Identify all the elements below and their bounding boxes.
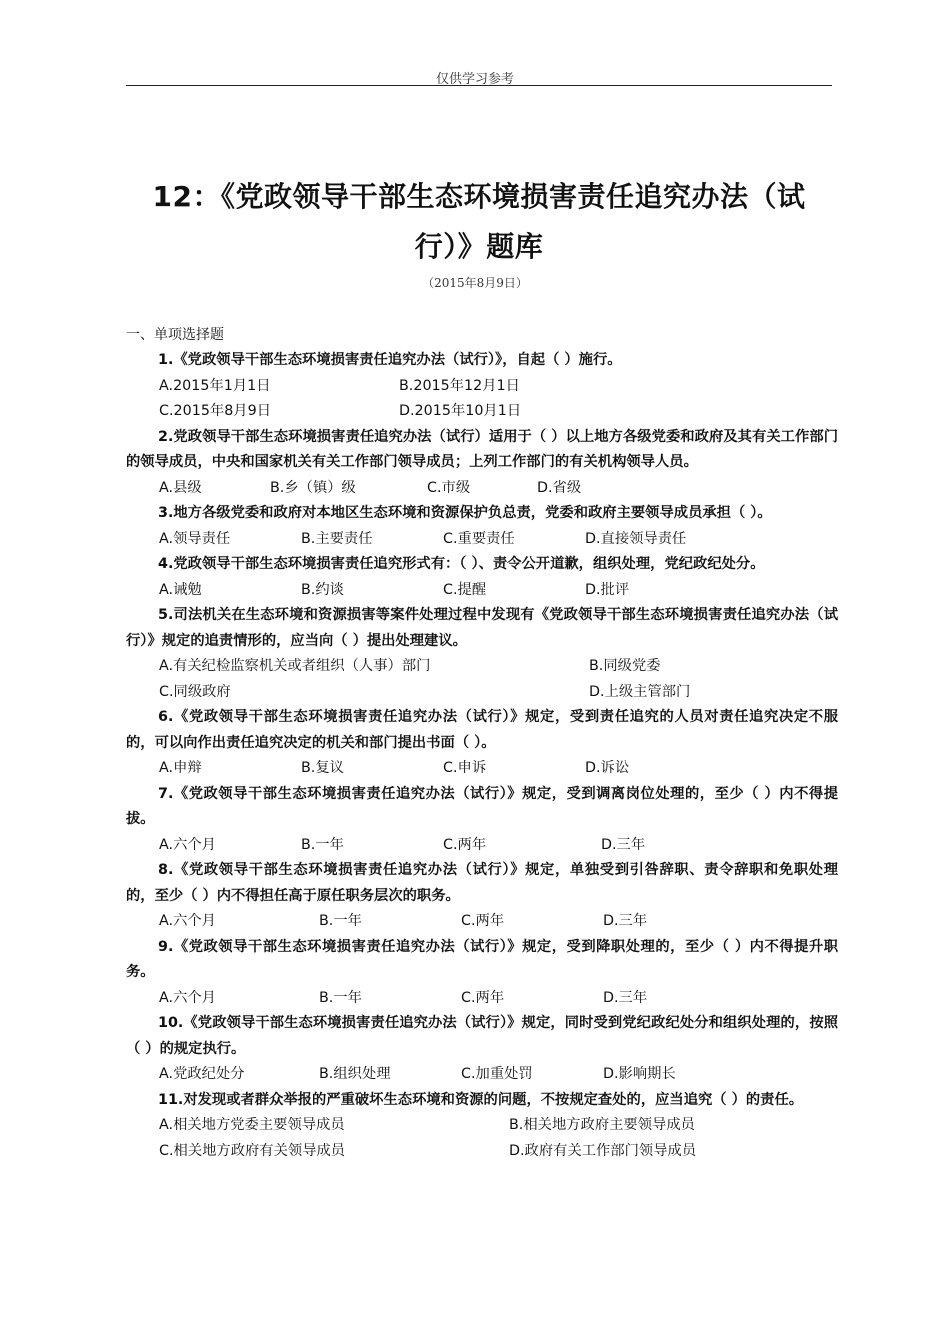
option-b: B.组织处理	[319, 1066, 391, 1082]
option-b: B.一年	[319, 913, 362, 929]
options-6	[126, 756, 838, 782]
option-c: C.同级政府	[159, 683, 231, 700]
option-d: D.三年	[603, 989, 648, 1006]
title-line-1: 12：《党政领导干部生态环境损害责任追究办法（试	[152, 180, 806, 213]
page-header: 仅供学习参考	[435, 72, 514, 87]
options-5	[126, 654, 838, 705]
option-c: C.相关地方政府有关领导成员	[159, 1142, 346, 1159]
option-a: A.六个月	[159, 989, 216, 1006]
option-b: B.主要责任	[301, 530, 373, 547]
option-c: C.重要责任	[443, 530, 515, 547]
option-d: D.影响期长	[603, 1066, 676, 1082]
question-5: 5.司法机关在生态环境和资源损害等案件处理过程中发现有《党政领导干部生态环境损害责任追究办法（试行）》规定的追责情形的，应当向（ ）提出处理建议。	[126, 607, 838, 649]
question-3: 3.地方各级党委和政府对本地区生态环境和资源保护负总责，党委和政府主要领导成员承担（ ）。	[158, 505, 772, 521]
options-11	[126, 1113, 838, 1164]
option-a: A.有关纪检监察机关或者组织（人事）部门	[159, 658, 431, 674]
option-b: B.一年	[301, 836, 344, 853]
option-d: D.三年	[603, 913, 648, 929]
header-divider	[126, 85, 832, 86]
option-c: C.加重处罚	[461, 1066, 533, 1082]
option-a: A.六个月	[159, 836, 216, 853]
options-1	[126, 374, 838, 425]
option-c: C.两年	[461, 989, 505, 1006]
title-line-2: 行）》题库	[414, 230, 544, 263]
option-d: D.政府有关工作部门领导成员	[509, 1142, 697, 1159]
option-d: D.诉讼	[585, 760, 630, 776]
option-a: A.党政纪处分	[159, 1066, 245, 1082]
question-2: 2.党政领导干部生态环境损害责任追究办法（试行）适用于（ ）以上地方各级党委和政府及其有关工作部门的领导成员，中央和国家机关有关工作部门领导成员；上列工作部门的有关机构领导人员。	[126, 428, 838, 470]
options-3	[126, 527, 838, 553]
option-b: B.2015年12月1日	[399, 377, 520, 394]
options-10	[126, 1062, 838, 1088]
option-b: B.一年	[319, 989, 362, 1006]
option-b: B.相关地方政府主要领导成员	[509, 1117, 695, 1133]
options-8	[126, 909, 838, 935]
option-a: A.申辩	[159, 760, 202, 776]
option-a: A.相关地方党委主要领导成员	[159, 1117, 345, 1133]
question-11: 11.对发现或者群众举报的严重破坏生态环境和资源的问题，不按规定查处的，应当追究（ ）的责任。	[158, 1091, 804, 1108]
question-1: 1.《党政领导干部生态环境损害责任追究办法（试行）》，自起（ ）施行。	[158, 352, 622, 368]
question-7: 7.《党政领导干部生态环境损害责任追究办法（试行）》规定，受到调离岗位处理的，至少（ ）内不得提拔。	[126, 785, 838, 827]
option-d: D.2015年10月1日	[399, 403, 522, 419]
option-b: B.约谈	[301, 581, 344, 598]
option-a: A.六个月	[159, 913, 216, 929]
option-c: C.申诉	[443, 760, 487, 776]
options-2	[126, 476, 838, 502]
options-9	[126, 986, 838, 1012]
options-4	[126, 578, 838, 604]
question-9: 9.《党政领导干部生态环境损害责任追究办法（试行）》规定，受到降职处理的，至少（ ）内不得提升职务。	[126, 938, 838, 980]
option-d: D.直接领导责任	[585, 530, 687, 547]
option-c: C.两年	[461, 913, 505, 929]
question-list	[126, 348, 838, 1164]
option-a: A.诫勉	[159, 581, 202, 598]
option-d: D.省级	[537, 479, 582, 496]
question-10: 10.《党政领导干部生态环境损害责任追究办法（试行）》规定，同时受到党纪政纪处分和组织处理的，按照（ ）的规定执行。	[126, 1015, 838, 1057]
option-b: B.同级党委	[589, 658, 661, 674]
option-c: C.两年	[443, 836, 487, 853]
option-d: D.批评	[585, 581, 630, 598]
option-a: A.县级	[159, 479, 202, 496]
option-c: C.2015年8月9日	[159, 403, 271, 419]
section-heading: 一、单项选择题	[126, 327, 224, 343]
document-title	[126, 172, 832, 272]
option-d: D.上级主管部门	[589, 683, 691, 700]
question-8: 8.《党政领导干部生态环境损害责任追究办法（试行）》规定，单独受到引咎辞职、责令辞职和免职处理的，至少（ ）内不得担任高于原任职务层次的职务。	[126, 862, 838, 904]
option-b: B.乡（镇）级	[270, 479, 356, 496]
options-7	[126, 833, 838, 859]
option-a: A.2015年1月1日	[159, 377, 271, 394]
option-c: C.提醒	[443, 581, 487, 598]
document-date: （2015年8月9日）	[422, 276, 528, 290]
option-b: B.复议	[301, 760, 344, 776]
option-c: C.市级	[427, 479, 471, 496]
question-4: 4.党政领导干部生态环境损害责任追究形式有：（ ）、责令公开道歉，组织处理，党纪政纪处分。	[158, 556, 765, 572]
option-a: A.领导责任	[159, 530, 231, 547]
option-d: D.三年	[601, 836, 646, 853]
question-6: 6.《党政领导干部生态环境损害责任追究办法（试行）》规定，受到责任追究的人员对责任追究决定不服的，可以向作出责任追究决定的机关和部门提出书面（ ）。	[126, 709, 838, 751]
